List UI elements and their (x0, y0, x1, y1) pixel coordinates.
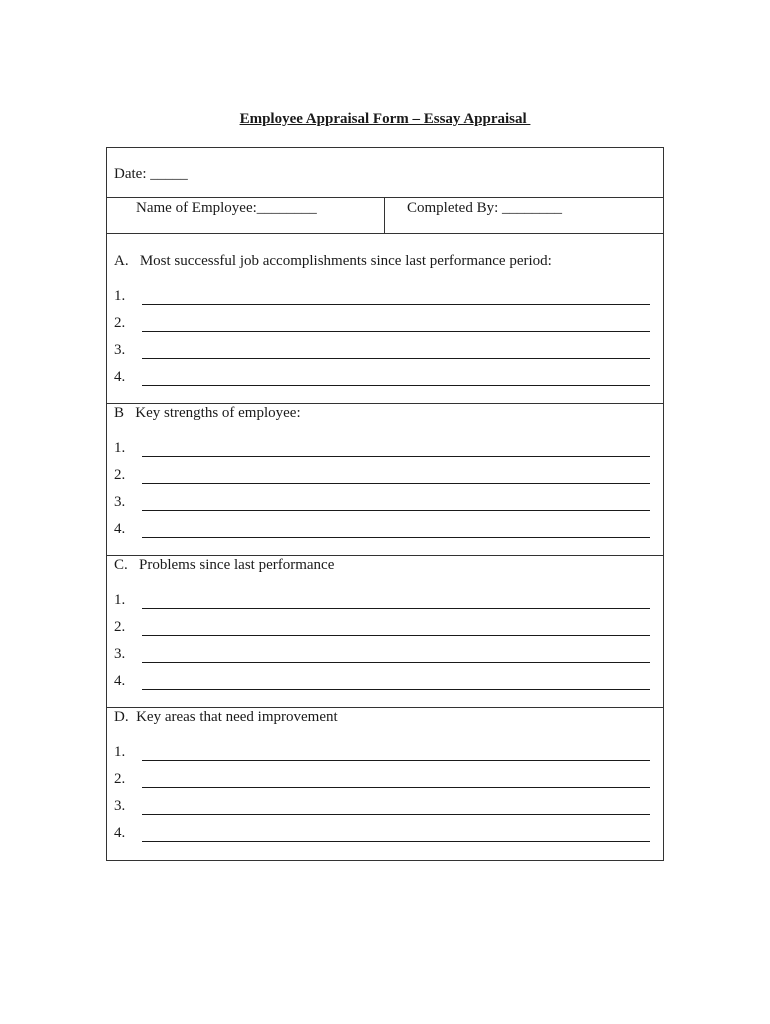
answer-line[interactable] (142, 760, 650, 761)
line-number: 1. (114, 440, 126, 456)
line-number: 3. (114, 798, 126, 814)
answer-line[interactable] (142, 456, 650, 457)
form-title: Employee Appraisal Form – Essay Appraisal (239, 111, 531, 127)
line-number: 4. (114, 825, 126, 841)
completed-by-field[interactable]: Completed By: ________ (407, 200, 562, 216)
section-b-line-4[interactable] (114, 521, 650, 539)
section-d-line-3[interactable] (114, 798, 650, 816)
answer-line[interactable] (142, 841, 650, 842)
section-b (107, 404, 663, 556)
answer-line[interactable] (142, 331, 650, 332)
line-number: 1. (114, 744, 126, 760)
employee-name-field[interactable]: Name of Employee:________ (136, 200, 317, 216)
section-c-line-3[interactable] (114, 646, 650, 664)
section-a-line-1[interactable] (114, 288, 650, 306)
section-a-heading: A. Most successful job accomplishments since last performance period: (114, 253, 552, 269)
section-b-heading: B Key strengths of employee: (114, 405, 301, 421)
line-number: 2. (114, 467, 126, 483)
line-number: 3. (114, 646, 126, 662)
section-c-heading: C. Problems since last performance (114, 557, 335, 573)
employee-name-cell (107, 198, 385, 233)
section-d-line-1[interactable] (114, 744, 650, 762)
answer-line[interactable] (142, 385, 650, 386)
section-b-line-2[interactable] (114, 467, 650, 485)
answer-line[interactable] (142, 608, 650, 609)
completed-by-cell (385, 198, 663, 233)
line-number: 4. (114, 369, 126, 385)
line-number: 4. (114, 673, 126, 689)
section-c-line-1[interactable] (114, 592, 650, 610)
appraisal-form (106, 147, 664, 861)
section-d-line-4[interactable] (114, 825, 650, 843)
line-number: 2. (114, 619, 126, 635)
line-number: 1. (114, 592, 126, 608)
section-a-line-3[interactable] (114, 342, 650, 360)
section-a (107, 234, 663, 404)
line-number: 3. (114, 342, 126, 358)
line-number: 2. (114, 771, 126, 787)
section-a-line-4[interactable] (114, 369, 650, 387)
section-c (107, 556, 663, 708)
answer-line[interactable] (142, 787, 650, 788)
names-row (107, 198, 663, 234)
answer-line[interactable] (142, 662, 650, 663)
section-d-line-2[interactable] (114, 771, 650, 789)
section-c-line-2[interactable] (114, 619, 650, 637)
line-number: 3. (114, 494, 126, 510)
answer-line[interactable] (142, 510, 650, 511)
answer-line[interactable] (142, 358, 650, 359)
answer-line[interactable] (142, 814, 650, 815)
answer-line[interactable] (142, 483, 650, 484)
answer-line[interactable] (142, 689, 650, 690)
section-a-line-2[interactable] (114, 315, 650, 333)
line-number: 1. (114, 288, 126, 304)
answer-line[interactable] (142, 304, 650, 305)
date-row (107, 148, 663, 198)
line-number: 2. (114, 315, 126, 331)
answer-line[interactable] (142, 635, 650, 636)
section-b-line-1[interactable] (114, 440, 650, 458)
date-field[interactable]: Date: _____ (114, 166, 188, 182)
section-c-line-4[interactable] (114, 673, 650, 691)
line-number: 4. (114, 521, 126, 537)
section-d (107, 708, 663, 860)
section-d-heading: D. Key areas that need improvement (114, 709, 338, 725)
section-b-line-3[interactable] (114, 494, 650, 512)
answer-line[interactable] (142, 537, 650, 538)
